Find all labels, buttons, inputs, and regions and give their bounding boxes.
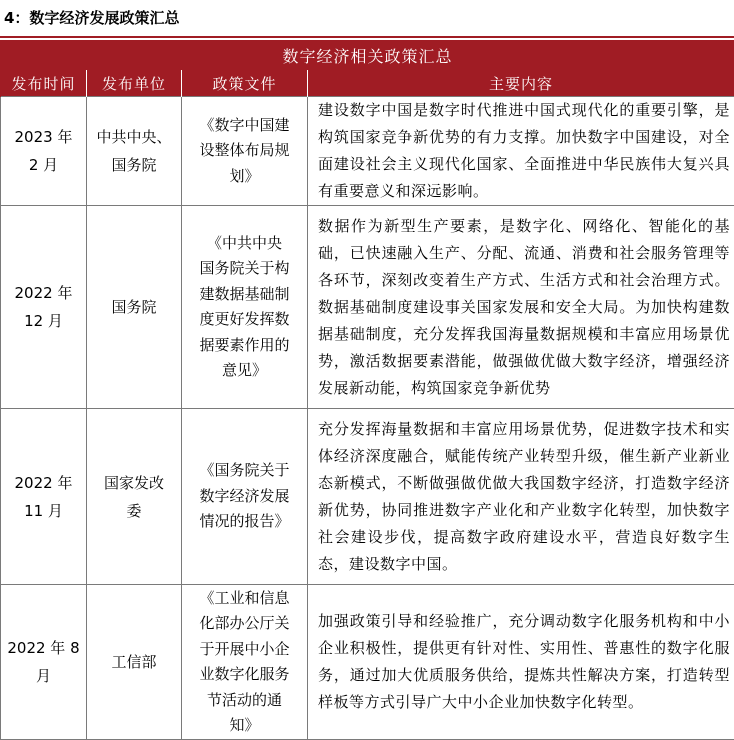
header-document: 政策文件 bbox=[182, 70, 308, 97]
table-header-row bbox=[1, 70, 734, 97]
table-row bbox=[1, 585, 734, 740]
cell-date bbox=[1, 585, 87, 740]
document-text: 《工业和信息 化部办公厅关 于开展中小企 业数字化服务 节活动的通 知》 bbox=[186, 586, 303, 739]
cell-document bbox=[182, 97, 308, 206]
content-text: 建设数字中国是数字时代推进中国式现代化的重要引擎，是构筑国家竞争新优势的有力支撑。加快数字中国建设，对全面建设社会主义现代化国家、全面推进中华民族伟大复兴具有重要意义和深远影响。 bbox=[318, 97, 730, 205]
cell-unit bbox=[87, 585, 182, 740]
unit-text: 国务院 bbox=[87, 293, 181, 321]
caption-divider bbox=[0, 36, 734, 38]
policy-table bbox=[0, 40, 734, 740]
table-row bbox=[1, 409, 734, 585]
table-title: 数字经济相关政策汇总 bbox=[1, 41, 734, 70]
table-title-row bbox=[1, 41, 734, 70]
content-text: 充分发挥海量数据和丰富应用场景优势，促进数字技术和实体经济深度融合，赋能传统产业转型升级，催生新产业新业态新模式，不断做强做优做大我国数字经济，打造数字经济新优势，协同推进数字产业化和产业数字化转型，加快数字社会建设步伐，提高数字政府建设水平，营造良好数字生态，建设数字中国。 bbox=[318, 416, 730, 578]
cell-content bbox=[308, 409, 734, 585]
table-caption: 4：数字经济发展政策汇总 bbox=[4, 5, 179, 31]
unit-text: 中共中央、 国务院 bbox=[87, 123, 181, 179]
cell-document bbox=[182, 409, 308, 585]
date-text: 2023 年 2 月 bbox=[1, 123, 86, 179]
cell-date bbox=[1, 409, 87, 585]
cell-date bbox=[1, 97, 87, 206]
table-row bbox=[1, 206, 734, 409]
header-unit: 发布单位 bbox=[87, 70, 182, 97]
table-row bbox=[1, 97, 734, 206]
unit-text: 工信部 bbox=[87, 648, 181, 676]
document-text: 《数字中国建 设整体布局规 划》 bbox=[186, 113, 303, 190]
content-text: 加强政策引导和经验推广，充分调动数字化服务机构和中小企业积极性，提供更有针对性、实用性、普惠性的数字化服务，通过加大优质服务供给，提炼共性解决方案，打造转型样板等方式引导广大中小企业加快数字化转型。 bbox=[318, 608, 730, 716]
cell-unit bbox=[87, 97, 182, 206]
cell-content bbox=[308, 585, 734, 740]
cell-document bbox=[182, 206, 308, 409]
unit-text: 国家发改 委 bbox=[87, 469, 181, 525]
content-text: 数据作为新型生产要素，是数字化、网络化、智能化的基础，已快速融入生产、分配、流通、消费和社会服务管理等各环节，深刻改变着生产方式、生活方式和社会治理方式。数据基础制度建设事关国家发展和安全大局。为加快构建数据基础制度，充分发挥我国海量数据规模和丰富应用场景优势，激活数据要素潜能，做强做优做大数字经济，增强经济发展新动能，构筑国家竞争新优势 bbox=[318, 213, 730, 402]
date-text: 2022 年 11 月 bbox=[1, 469, 86, 525]
cell-unit bbox=[87, 206, 182, 409]
header-content: 主要内容 bbox=[308, 70, 734, 97]
cell-document bbox=[182, 585, 308, 740]
cell-content bbox=[308, 206, 734, 409]
cell-unit bbox=[87, 409, 182, 585]
cell-date bbox=[1, 206, 87, 409]
document-text: 《国务院关于 数字经济发展 情况的报告》 bbox=[186, 458, 303, 535]
document-text: 《中共中央 国务院关于构 建数据基础制 度更好发挥数 据要素作用的 意见》 bbox=[186, 231, 303, 384]
date-text: 2022 年 8 月 bbox=[1, 634, 86, 690]
cell-content bbox=[308, 97, 734, 206]
date-text: 2022 年 12 月 bbox=[1, 279, 86, 335]
header-date: 发布时间 bbox=[1, 70, 87, 97]
